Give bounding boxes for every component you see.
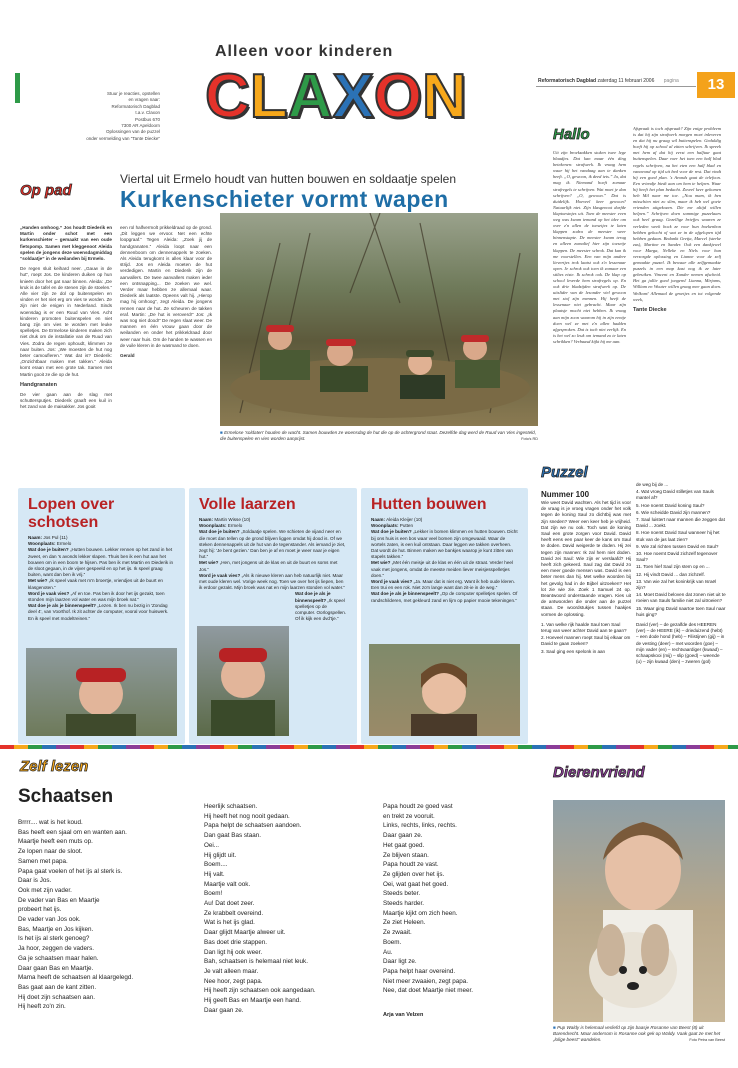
box-woonplaats: Ermelo bbox=[56, 541, 72, 547]
story-line: Bas heeft een sjaal om en wanten aan. bbox=[18, 828, 127, 836]
story-line: Papa gaat voelen of het ijs al sterk is. bbox=[18, 867, 123, 875]
story-line: Oei... bbox=[204, 841, 220, 849]
zelf-lezen-tag bbox=[20, 758, 88, 775]
box-naam: Jos Pul (11) bbox=[43, 535, 68, 540]
box-title: Lopen over schotsen bbox=[28, 496, 115, 531]
logo-letter: X bbox=[332, 62, 374, 131]
puzzel-question: 2. Hoeveel mannen roept Saul bij elkaar om David te gaan zoeken? bbox=[541, 635, 631, 647]
issue-date: zaterdag 11 februari 2006 bbox=[597, 78, 655, 84]
a4: „Ik speel spelletjes op de computer. Oorlogspellen. Of ik kijk een dvd'tje.” bbox=[295, 597, 347, 622]
story-line: Ze glijden over het ijs. bbox=[383, 870, 445, 878]
story-line: Is het ijs al sterk genoeg? bbox=[18, 935, 90, 943]
op-pad-label: Op pad bbox=[20, 182, 72, 199]
story-line: Bas doet drie stappen. bbox=[204, 938, 268, 946]
puzzel-question: 5. Hoe noemt David koning Saul? bbox=[636, 502, 705, 508]
a3: „Als ik nieuwe kleren aan heb natuurlijk niet. Maar met oude kleren wel. Vorige week nog. Toen we over het ijs liepen, ben ik erdoor gezakt. Mijn broek was nat en mijn laarzen stonden vol water.” bbox=[199, 572, 345, 591]
story-line: Hij heeft zo'n zin. bbox=[18, 1003, 66, 1011]
article-subhead: Handgranaten bbox=[20, 381, 57, 388]
newspaper-name: Reformatorisch Dagblad bbox=[538, 78, 597, 84]
puzzel-question: de weg bij de ... bbox=[636, 482, 669, 487]
a1: „Hutten bouwen. Lekker rennen op het zand in het zweet, en dan 's avonds lekker slapen. Thuis ben ik een hut aan het bouwen om in een boom te hijsen. Pas ben ik met Martin en Diederik in de sloot gegaan, in de vijver gespeeld en op het ijs. Ik speel graag buiten, want dan ben ik vrij.” bbox=[28, 547, 174, 578]
a2: „Hen, met jongens uit de klas en uit de buurt en soms met Jos.” bbox=[199, 560, 338, 572]
caption-square: ■ bbox=[553, 1025, 556, 1030]
page-number: 13 bbox=[697, 72, 735, 98]
a4: „Op de computer spelletjes spelen. Of randschilderen, met gekleurd zand en lijm op papier mooie tekeningen.” bbox=[371, 591, 518, 603]
article-col-2 bbox=[120, 225, 212, 363]
label-woonplaats: Woonplaats: bbox=[371, 523, 399, 529]
soldiers-photo bbox=[220, 213, 538, 426]
label-woonplaats: Woonplaats: bbox=[199, 523, 227, 529]
story-line: Bas, Maartje en Jos kijken. bbox=[18, 925, 94, 933]
puzzel-question: 14. Moet David beloven dat zonen niet uit te roeien van Sauls familie niet zal uitroeien? bbox=[636, 592, 726, 604]
box-title: Volle laarzen bbox=[199, 496, 296, 513]
story-line: Daar gaan ze. bbox=[204, 1006, 244, 1014]
puzzel-question: 15. Waar ging David naartoe toen Saul naar huis ging? bbox=[636, 605, 726, 617]
story-line: Maartje kijkt om zich heen. bbox=[383, 909, 458, 917]
soldiers-illustration bbox=[220, 213, 538, 426]
q3: Word je vaak vies? bbox=[28, 590, 70, 596]
a1: „Soldaatje spelen. We schieten de vijand neer en die moet dan tellen op de grond blijven liggen omdat hij dood is. Of we steken dennenappels uit de hut van de tegenstander. Als iemand je ziet, zegt hij: 'Je bent gezien.' Dan ben je af en moet je weer naar je eigen hut.” bbox=[199, 529, 346, 560]
box-naam: Aleida Kleijer (10) bbox=[386, 517, 423, 522]
a3: „Af en toe. Pas ben ik door het ijs gezakt, toen stonden mijn laarzen vol water en was mijn broek nat.” bbox=[28, 590, 165, 603]
story-line: Boem! bbox=[204, 890, 223, 898]
story-col-2 bbox=[204, 802, 384, 1015]
puzzel-tag bbox=[541, 464, 588, 481]
story-line: Ze krabbelt overeind. bbox=[204, 909, 264, 917]
story-line: Boem.... bbox=[204, 861, 228, 869]
story-line: Ga je schaatsen maar halen. bbox=[18, 954, 99, 962]
address-line: onder vermelding van "Tante Diecke" bbox=[86, 135, 160, 141]
label-naam: Naam: bbox=[199, 517, 214, 522]
portrait-martin-illustration bbox=[197, 626, 289, 736]
label-naam: Naam: bbox=[371, 517, 386, 522]
story-line: Bas gaat aan de kant zitten. bbox=[18, 983, 97, 991]
address-line: 7300 AR Apeldoorn bbox=[121, 123, 160, 129]
q2: Met wie? bbox=[28, 578, 48, 584]
puzzel-label: Puzzel bbox=[541, 464, 588, 481]
interview-box-2 bbox=[189, 488, 357, 744]
story-line: Brrrr.... wat is het koud. bbox=[18, 819, 83, 826]
story-line: Wat is het ijs glad. bbox=[204, 919, 255, 927]
address-line: Oplossingen van de puzzel bbox=[105, 129, 160, 135]
story-line: en trekt ze vooruit. bbox=[383, 812, 435, 820]
portrait-jos-illustration bbox=[26, 648, 177, 736]
article-body-1: De regen sluit keihard neer. „Gauw in de hut”, roept Jos. De kinderen duiken op hun knieën door het gat naar binnen. Aleida: „De kruk is de tafel en de stenen zijn de stoelen.” Alle vier zijn ze dol op buitenspelen en vinden er het niet erg om vies te worden. Ze zijn niet de enigen in Nederland. Sinds woensdag is er een Ruud van Vies. Acht kinderen promoten buitenspelen en niet bang zijn om vies te worden met leuke spelletjes. De Ermelose kinderen maken zich niet druk om de installatie van de Ruud van Vies. Zodra de regen ophoudt, klimmen ze naar buiten. Jos: „We moesten de hut nog beter camoufleren.” Wat dat is? Diederik: „Onzichtbaar maken met takken.” Aleida komt eraan met een grote tak. Samen met Martin gooit ze die op de hut. bbox=[20, 266, 112, 377]
story-line: Au! Dat doet zeer. bbox=[204, 900, 255, 908]
puzzel-questions-right bbox=[636, 482, 726, 618]
hallo-tag bbox=[553, 126, 590, 143]
claxon-logo bbox=[205, 62, 467, 132]
address-block bbox=[40, 91, 160, 142]
a3: „Ja. Maar dat is niet erg. Want ik heb oude kleren. Een trui en een rok. Niet zo'n lange want dan zit-ie in de weg.” bbox=[371, 579, 516, 591]
story-line: Ze zwaait. bbox=[383, 929, 412, 937]
story-line: Papa houdt ze goed vast bbox=[383, 803, 453, 810]
story-line: Het gaat goed. bbox=[383, 841, 425, 849]
story-line: Ze lopen naar de sloot. bbox=[18, 848, 83, 856]
portrait-aleida-illustration bbox=[369, 644, 520, 736]
puzzel-question: 13. Van wie zal het koninkrijk van Israël zijn? bbox=[636, 578, 717, 591]
photo-credit: Foto's RD bbox=[521, 437, 538, 441]
a1: „Lekker in bomen klimmen en hutten bouwen. Dicht bij ons huis is een bos waar veel bomen zijn omgewaaid. Waar de wortels zaten, is een kuil ontstaan. Daar leggen we takken overheen. Dat wordt de hut. Binnen maken we bankjes waarop je kunt zitten van stapels takken.” bbox=[371, 529, 518, 560]
article-lead: „Handen omhoog.” Jos houdt Diederik en Martin onder schot met een kurkenschieter – gemaakt van een oude fietspomp. Samen met kleggenoot Aleida spelen de jongens deze woensdagmiddag “soldaatje” in de weilanden bij Ermelo. bbox=[20, 225, 112, 262]
story-line: Heerlijk schaatsen. bbox=[204, 803, 258, 810]
dog-photo bbox=[553, 800, 725, 1022]
masthead-stripe bbox=[15, 73, 20, 103]
puzzel-question: 7. Saul luistert naar mannen die zeggen dat David ... zoekt. bbox=[636, 517, 725, 529]
logo-letter: L bbox=[249, 62, 288, 131]
article-title: Kurkenschieter vormt wapen bbox=[120, 186, 449, 212]
hallo-label: Hallo bbox=[553, 126, 590, 143]
address-line: Reformatorisch Dagblad bbox=[111, 103, 160, 109]
box-text bbox=[189, 514, 357, 625]
caption-text: Ermelose 'soldaten' houden de wacht. Samen bouwden ze woensdag de hut die op de achtergrond staat. Dezelfde dag werd de Ruud van Vies ingesteld, die buitenspelen en vies worden aanprijst. bbox=[220, 430, 537, 441]
story-title: Schaatsen bbox=[18, 786, 114, 807]
article-col-1 bbox=[20, 225, 112, 415]
q1: Wat doe je buiten? bbox=[371, 529, 412, 535]
masthead bbox=[0, 0, 738, 150]
address-line: Stuur je reacties, opstellen bbox=[106, 91, 160, 96]
article-signature: Gerald bbox=[120, 353, 135, 359]
puzzel-question: 12. Hij vindt David ... dan zichzelf. bbox=[636, 571, 705, 577]
puzzel-heading: Nummer 100 bbox=[541, 490, 590, 499]
hallo-col-2 bbox=[633, 126, 721, 426]
story-line: De vader van Jos ook. bbox=[18, 916, 81, 924]
dierenvriend-label: Dierenvriend bbox=[553, 764, 645, 781]
dog-photo-credit: Foto Petra van Beest bbox=[689, 1038, 725, 1042]
header-dateline bbox=[538, 78, 698, 84]
story-line: Ja hoor, zeggen de vaders. bbox=[18, 945, 94, 953]
portrait-martin bbox=[197, 626, 289, 736]
hallo-col-1 bbox=[553, 150, 626, 430]
story-line: Samen met papa. bbox=[18, 857, 68, 865]
story-line: Maartje valt ook. bbox=[204, 880, 251, 888]
address-line: en vragen naar: bbox=[128, 97, 160, 103]
story-line: Ze ziet Heleen. bbox=[383, 919, 426, 927]
label-naam: Naam: bbox=[28, 535, 43, 540]
q3: Word je vaak vies? bbox=[199, 572, 241, 578]
hallo-text-2: Afspraak is toch afspraak? Zijn enige probleem is dat hij zijn strafwerk morgen moet inleveren en dat hij nu graag wil buitenspelen. Geduldig hoeft hij op school al zitten schrijven. Ik spreek met hem af dat hij eerst een halfuur gaat buitenspelen. Daar voer het toen een half blad regels schrijven, na het eten een half blad en vanavond op tijd uit bed voor de rest. Dat vindt hij een goed plan. 's Avonds gaat de telefoon. Een vriendje biedt aan om hem te helpen. Waar hij heeft het plan bedacht. Zoveel keer gekomen heb Mil naar me toe. „Nou mam, ik ben misschien niet zo slim, maar ik heb wel goeie vrienden uitgekozen. Die me altijd willen helpen.” Schrijven doen sommige puzzelaars ook heel graag. Gezellige briefjes waaren ze verleden week bock ze voor hun boekenbon hebben gekocht of wat ze in de afgelopen tijd hebben gedaan. Bedankt Gretja, Marcel (sterke zus), Martine en Sander. Ook een dankjewel voor Marga, Nelleke en Niels voor hun verzorgde oplossing en Lianne voor de zelf gemaakte puzzel. Ik bewaar alle zelfgemaakte puzzels in een map kast nog ik ze later gebruiken. Vincent en Xander nemen afscheid. Het ga jullie goed jongens! Lianna, Mirjams, William en Wouter willen graag mee gaan doen. Welkom! Allemaal de groetjes en tot volgende week, bbox=[633, 126, 721, 302]
puzzel-col-1 bbox=[541, 490, 631, 730]
puzzel-intro: Wie weet David wachten. Als het tijd is voor de vraag is je vroeg vragen onder het volk tegen de koning Saul zo dichtbij was met zijn sneden? Weer een keer heb je vrijheid. Dat zijn we nu ook. Toch was de koning Saul een grote zorgen voor David. David heeft eens een paar keer de kans om Saul te doden. David weigerde te doden. Hij zei tegen zijn mannen: Ik zal hem niet doden. David zei Saul: Wie zijn er verslaafd? Hij heeft zich gekeerd. Saul zag dat David zo een meer goede mensen was. David is een beter mens dan hij. Met welke woorden bij het gevolg had in de Bijbel uitzoeken? Het lot zie wie zie. Zoek 1 Samuel 24 op. Beantwoord onderstaande vragen. Kies uit de antwoorden die onder aan de puzzel staan. De woordstukjes tussen haakjes vormen de oplossing. bbox=[541, 500, 631, 617]
story-line: Ze blijven staan. bbox=[383, 851, 429, 859]
story-line: Daar gaan Bas en Maartje. bbox=[18, 964, 94, 972]
story-line: Hij geeft Bas en Maartje een hand. bbox=[204, 997, 301, 1005]
photo-caption bbox=[220, 430, 538, 442]
dog-caption bbox=[553, 1025, 725, 1043]
box-text bbox=[361, 514, 528, 607]
story-line: Boem. bbox=[383, 938, 402, 946]
q1: Wat doe je buiten? bbox=[28, 547, 69, 553]
box-woonplaats: Putten bbox=[399, 523, 414, 529]
story-line: Steeds harder. bbox=[383, 900, 424, 908]
story-line: Papa helpt de schaatsen aandoen. bbox=[204, 822, 302, 830]
article-kicker: Viertal uit Ermelo houdt van hutten bouwen en soldaatje spelen bbox=[120, 172, 457, 186]
story-line: Hij heeft zijn schaatsen ook aangedaan. bbox=[204, 987, 316, 995]
a2: „Ik speel vaak met m'n broertje, vriendjes uit de buurt en klasgenoten.” bbox=[28, 578, 163, 590]
q2: Met wie? bbox=[371, 560, 391, 566]
story-line: Hij glijdt uit. bbox=[204, 851, 237, 859]
caption-square: ■ bbox=[220, 430, 223, 435]
story-line: Au. bbox=[383, 948, 393, 956]
story-line: Dan ligt hij ook weer. bbox=[204, 948, 263, 956]
story-line: probeert het ijs. bbox=[18, 906, 62, 914]
story-col-1 bbox=[18, 818, 198, 1012]
interview-box-3 bbox=[361, 488, 528, 744]
dierenvriend-tag bbox=[553, 764, 645, 781]
logo-letter: A bbox=[287, 62, 333, 131]
section-divider-stripe bbox=[0, 745, 738, 749]
story-line: Je valt alleen maar. bbox=[204, 967, 259, 975]
puzzel-question: 9. Wie zal richten tussen David en Saul? bbox=[636, 543, 719, 549]
story-line: Papa helpt haar overeind. bbox=[383, 967, 456, 975]
story-line: Daar gaan ze. bbox=[383, 832, 423, 840]
logo-letter: C bbox=[205, 62, 250, 131]
dog-illustration bbox=[553, 800, 725, 1022]
puzzel-question: 6. Wie scheidde David zijn mannen? bbox=[636, 509, 711, 515]
interview-box-1 bbox=[18, 488, 185, 744]
address-line: Postbus 670 bbox=[134, 116, 160, 122]
dog-caption-text: Pup Waldy is helemaal verliefd op zijn baasje Rosanne van Beest (8) uit Barendrecht. Maar andersom is Rosanne ook gek op Waldy. Vaak gaat ze met het „lolige beest” wandelen. bbox=[553, 1025, 721, 1042]
article-body-3: een rol halfvermolt prikkeldraad op de grond. „Dit leggen we ervoor. Net een echte loopgraaf.” Tegen Aleida: „Zoek jij de handgranaten.” Aleida loopt naar een dennenboom om dennenappels te zoeken. Als Aleida terugkomt is alles klaar voor de strijd. Jos en Aleida moeten de hut verdedigen. Martin en Diederik zijn de aanvallers. De twee aanvallers maken ieder een ontsnapping... De zoeken we wel. Verder maar hebben ze allemaal waar. Diederik als laatste. Opeens valt hij. „Hierop mag hij omhoog”, zegt Aleida. De jongens rennen naar de hut. Ze scheuren de takken eraf. Martin: „De hut is veroverd!” Jos: „Ik was nog niet dood!” De regen slaat weer. De mannen en één vrouw gaan door de weilanden en onder het prikkeldraad door weer naar huis. Om de handen te wassen en de vuile kleren in de wasmand te doen. bbox=[120, 225, 212, 348]
puzzel-questions-left bbox=[541, 622, 631, 655]
story-line: Hij valt. bbox=[204, 870, 225, 878]
story-line: Nee hoor, zegt papa. bbox=[204, 977, 263, 985]
box-text bbox=[18, 532, 185, 625]
page-label: pagina bbox=[663, 78, 679, 84]
story-line: Hij doet zijn schaatsen aan. bbox=[18, 993, 96, 1001]
q1: Wat doe je buiten? bbox=[199, 529, 240, 535]
logo-letter: N bbox=[422, 62, 467, 131]
story-line: Daar ligt ze. bbox=[383, 958, 417, 966]
q2: Met wie? bbox=[199, 560, 219, 566]
op-pad-tag bbox=[20, 182, 72, 199]
story-line: Ook met zijn vader. bbox=[18, 886, 72, 894]
puzzel-question: 1. Van welke rijk haalde Saul toen Saul terug van weer achter David aan te gaan? bbox=[541, 621, 627, 634]
q4: Wat doe je als je binnenspeelt? bbox=[295, 591, 331, 603]
story-line: Steeds beter. bbox=[383, 890, 421, 898]
puzzel-answers: David (ver) – de gezalfde des HEEREN (ver) – de HEERE (ik) – drieduizend (hebt) – een dode hond (heb) – Filistijnen (gij) – in de vesting (deer) – met woorden (goe) – mijn vader (en) – rechtvaardiger (kwaad) – schaapskooi (mij) – slip (goed) – weende (u) – zijn kwaad (den) – zweren (gol) bbox=[636, 622, 725, 665]
story-line: Maartje heeft een muts op. bbox=[18, 838, 93, 846]
story-col-3 bbox=[383, 802, 543, 996]
q4: Wat doe je als je binnenspeelt? bbox=[28, 603, 96, 609]
portrait-jos bbox=[26, 648, 177, 736]
q3: Word je vaak vies? bbox=[371, 579, 413, 585]
story-line: Links, rechts, links, rechts. bbox=[383, 822, 457, 830]
logo-letter: O bbox=[373, 62, 423, 131]
story-line: Papa houdt ze vast. bbox=[383, 861, 439, 869]
story-line: Niet meer zwaaien, zegt papa. bbox=[383, 977, 469, 985]
story-line: Nee, dat doet Maartje niet meer. bbox=[383, 987, 473, 995]
box-title: Hutten bouwen bbox=[371, 496, 487, 513]
q4: Wat doe je als je binnenspeelt? bbox=[371, 591, 439, 597]
story-line: Bah, schaatsen is helemaal niet leuk. bbox=[204, 958, 308, 966]
a4: „Lezen. Ik ben nu bezig in 'Zondag deel 4', van Voorthof. Ik zit achter de computer, vooral voor huiswerk. En ik speel met modeltreinen.” bbox=[28, 603, 169, 621]
hallo-signature: Tante Diecke bbox=[633, 306, 667, 313]
story-line: Daar glijdt Maartje alweer uit. bbox=[204, 929, 286, 937]
address-line: t.a.v. Claxon bbox=[135, 110, 160, 116]
portrait-aleida bbox=[369, 644, 520, 736]
puzzel-question: 11. Toen hief Saul zijn stem op en ... bbox=[636, 564, 710, 570]
box-woonplaats: Ermelo bbox=[227, 523, 243, 529]
story-line: Daar is Jos. bbox=[18, 877, 52, 885]
puzzel-col-2 bbox=[636, 482, 726, 752]
story-line: Dan gaat Bas staan. bbox=[204, 832, 262, 840]
puzzel-question: 10. Hoe noemt David zichzelf tegenover Saul? bbox=[636, 551, 718, 563]
box-naam: Martin Wisse (10) bbox=[214, 517, 251, 522]
puzzel-question: 3. Saul ging een spelonk in aan bbox=[541, 648, 606, 654]
story-line: Hij heeft het nog nooit gedaan. bbox=[204, 812, 290, 820]
a2: „Met één meisje uit de klas en één uit de straat. Verder heel vaak met jongens, omdat de meeste meiden liever meisjesspelletjes doen.” bbox=[371, 560, 513, 578]
puzzel-question: 4. Wat vroeg David stilletjes van Sauls mantel af? bbox=[636, 489, 714, 501]
tagline: Alleen voor kinderen bbox=[215, 43, 394, 60]
story-line: Oei, wat gaat het goed. bbox=[383, 880, 449, 888]
puzzel-question: 8. Hoe noemt David Saul wanneer hij het stuk van de jas laat zien? bbox=[636, 530, 720, 542]
main-headline bbox=[120, 172, 540, 213]
zelf-lezen-label: Zelf lezen bbox=[20, 758, 89, 775]
story-author: Arja van Velzen bbox=[383, 1012, 424, 1018]
header-rule bbox=[536, 86, 696, 87]
story-line: De vader van Bas en Maartje bbox=[18, 896, 100, 904]
hallo-text-1: Uit zijn broekzakken stoken twee lege blaadjes. Dat kan maar één ding betekenen: strafwerk. Ik vraag hem waar hij het vandaag aan te danken heeft. „O, gewoon, ik deed iets.” Ja, dat mag ik. Niemand hoeft zomaar strafregels te schrijven. Wat moet je dan schrijven? „O, gewoon.” Dat is duidelijk. Hoeveel keer gewoon? Natuurlijk niet. Zijn klasgenoot durfde klaptoestnjes uit. Toen de meester even weg was kwam iemand op het idee om over z'n allen de toesetjes te laten klappen zodra de meester weer binnenstapte. De meester kwam terug en alleen zomalief hier zijn toesetje klappen. De meester schrok. Dat kan ik me voorstellen. Een van mijn andere lievertjes trok laatst ook z'n lessenaar open. Je schrok ook toen ik zomaar een stiltes eiste. Ik schrok ook. De klap op school leverde hem strafregels op. En ook drie bladzijden strafwerk op. De uitslider van de lesonder viel gewoon met stof zijn mennen. Hij heeft de lessenaar niet gebracht. Maar zijn plaatsje mocht niet hebben. Ik vraag aan mijn zoon waarom hij in zijn eentje doen wel ze met z'n allen hadden afgesproken. Dat is toch niet eerlijk. En is het wel zo leuk om iemand zo te laten schrikken? Verbaasd kijkt hij me aan. bbox=[553, 150, 626, 344]
story-line: Mama heeft de schaatsen al klaargelegd. bbox=[18, 974, 134, 982]
article-body-2: De vier gaan aan de slag met schuttersputjes. Diederik graaft een kuil in het zand van de maisakker. Jos gooit bbox=[20, 392, 112, 410]
label-woonplaats: Woonplaats: bbox=[28, 541, 56, 547]
